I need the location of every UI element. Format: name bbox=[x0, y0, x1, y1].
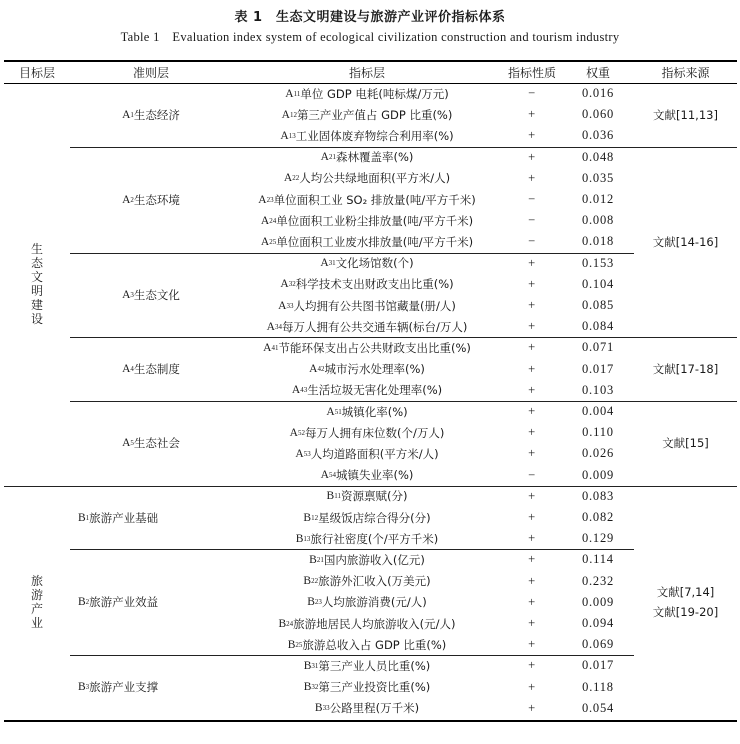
indicator-weight: 0.048 bbox=[581, 149, 615, 164]
indicator-nature: + bbox=[528, 531, 536, 546]
code-subscript: 5 bbox=[130, 439, 134, 448]
code-subscript: 21 bbox=[316, 555, 324, 564]
code-letter: B bbox=[303, 511, 312, 524]
indicator-nature: + bbox=[528, 425, 536, 440]
indicator-name: 单位面积工业废水排放量(吨/平方千米) bbox=[276, 234, 474, 249]
indicator-name: 人均道路面积(平方米/人) bbox=[310, 446, 439, 461]
indicator-weight: 0.232 bbox=[581, 573, 615, 588]
indicator-cell bbox=[232, 253, 502, 274]
indicator-nature: + bbox=[528, 552, 536, 567]
indicator-name: 城镇失业率(%) bbox=[335, 468, 414, 483]
indicator-name: 人均旅游消费(元/人) bbox=[321, 595, 427, 610]
code-letter: A bbox=[280, 129, 289, 142]
code-letter: B bbox=[287, 638, 296, 651]
target-char: 游 bbox=[30, 588, 43, 603]
code-subscript: 23 bbox=[266, 195, 274, 204]
code-letter: A bbox=[278, 299, 287, 312]
indicator-nature: − bbox=[528, 213, 536, 228]
indicator-nature: + bbox=[528, 340, 536, 355]
code-letter: B bbox=[278, 617, 287, 630]
indicator-cell bbox=[232, 210, 502, 231]
indicator-weight: 0.085 bbox=[581, 298, 615, 313]
target-char: 产 bbox=[30, 602, 43, 617]
code-letter: A bbox=[263, 341, 272, 354]
code-letter: A bbox=[326, 405, 335, 418]
target-char: 建 bbox=[30, 298, 43, 313]
table-caption-en: Table 1 Evaluation index system of ecological civilization construction and tourism industry bbox=[120, 30, 620, 44]
indicator-name: 国内旅游收入(亿元) bbox=[323, 552, 425, 567]
source-cell bbox=[634, 147, 737, 338]
indicator-weight: 0.110 bbox=[582, 425, 614, 440]
indicator-name: 工业固体废弃物综合利用率(%) bbox=[295, 128, 454, 143]
indicator-weight: 0.012 bbox=[581, 192, 615, 207]
code-letter: A bbox=[295, 447, 304, 460]
indicator-weight: 0.069 bbox=[581, 637, 615, 652]
indicator-cell bbox=[232, 549, 502, 570]
header-weight: 权重 bbox=[585, 65, 610, 80]
code-subscript: 3 bbox=[85, 683, 90, 692]
code-letter: A bbox=[289, 426, 298, 439]
criterion-name: 生态文化 bbox=[133, 287, 180, 302]
indicator-weight: 0.084 bbox=[581, 319, 615, 334]
indicator-nature: + bbox=[528, 128, 536, 143]
code-letter: A bbox=[320, 469, 329, 482]
indicator-weight: 0.153 bbox=[581, 255, 615, 270]
source-cell bbox=[634, 337, 737, 401]
criterion-name: 旅游产业效益 bbox=[89, 595, 159, 610]
code-subscript: 11 bbox=[293, 89, 301, 98]
code-letter: B bbox=[307, 596, 315, 609]
indicator-cell bbox=[232, 189, 502, 210]
indicator-nature: + bbox=[528, 107, 536, 122]
code-letter: A bbox=[291, 384, 301, 397]
indicator-name: 城镇化率(%) bbox=[341, 404, 408, 419]
code-subscript: 2 bbox=[130, 195, 134, 204]
indicator-weight: 0.036 bbox=[581, 128, 615, 143]
indicator-weight: 0.004 bbox=[581, 404, 615, 419]
indicator-name: 星级饭店综合得分(分) bbox=[318, 510, 431, 525]
code-letter: B bbox=[303, 659, 312, 672]
indicator-nature: + bbox=[528, 170, 536, 185]
target-char: 文 bbox=[30, 270, 43, 285]
code-subscript: 41 bbox=[271, 343, 279, 352]
indicator-name: 文化场馆数(个) bbox=[335, 256, 414, 271]
indicator-weight: 0.094 bbox=[581, 616, 615, 631]
indicator-weight: 0.082 bbox=[581, 510, 615, 525]
criterion-cell bbox=[70, 253, 232, 338]
indicator-name: 第三产业投资比重(%) bbox=[318, 680, 431, 695]
indicator-weight: 0.129 bbox=[581, 531, 615, 546]
code-subscript: 12 bbox=[311, 513, 319, 522]
source-reference: 文献[19-20] bbox=[652, 605, 719, 620]
indicator-weight: 0.118 bbox=[582, 679, 614, 694]
header-criterion: 准则层 bbox=[132, 65, 169, 80]
indicator-weight: 0.016 bbox=[581, 86, 615, 101]
indicator-weight: 0.009 bbox=[581, 594, 615, 609]
code-subscript: 51 bbox=[334, 407, 342, 416]
indicator-nature: + bbox=[528, 404, 536, 419]
criterion-cell bbox=[70, 83, 232, 147]
code-letter: A bbox=[281, 108, 290, 121]
indicator-nature: + bbox=[528, 488, 536, 503]
indicator-nature: + bbox=[528, 446, 536, 461]
indicator-name: 森林覆盖率(%) bbox=[335, 150, 414, 165]
indicator-nature: − bbox=[528, 467, 536, 482]
source-reference: 文献[7,14] bbox=[656, 585, 715, 600]
code-letter: B bbox=[303, 575, 312, 588]
indicator-nature: + bbox=[528, 616, 536, 631]
indicator-name: 旅游外汇收入(万美元) bbox=[318, 574, 431, 589]
indicator-cell bbox=[232, 634, 502, 655]
indicator-weight: 0.104 bbox=[581, 276, 615, 291]
code-letter: A bbox=[122, 363, 131, 376]
code-letter: A bbox=[266, 320, 275, 333]
target-layer bbox=[4, 486, 70, 719]
code-letter: A bbox=[260, 235, 270, 248]
criterion-cell bbox=[70, 549, 232, 655]
code-letter: A bbox=[122, 193, 131, 206]
indicator-cell bbox=[232, 359, 502, 380]
indicator-nature: + bbox=[528, 700, 536, 715]
target-layer bbox=[4, 83, 70, 486]
code-subscript: 34 bbox=[274, 322, 282, 331]
code-subscript: 31 bbox=[311, 661, 319, 670]
header-target: 目标层 bbox=[18, 65, 55, 80]
indicator-name: 单位 GDP 电耗(吨标煤/万元) bbox=[300, 86, 449, 101]
code-letter: A bbox=[320, 257, 329, 270]
criterion-cell bbox=[70, 655, 232, 719]
indicator-name: 人均公共绿地面积(平方米/人) bbox=[299, 171, 451, 186]
indicator-nature: + bbox=[528, 149, 536, 164]
code-subscript: 53 bbox=[303, 449, 311, 458]
indicator-cell bbox=[232, 83, 502, 104]
indicator-nature: − bbox=[528, 234, 536, 249]
code-subscript: 25 bbox=[295, 640, 303, 649]
code-subscript: 2 bbox=[85, 598, 90, 607]
criterion-name: 旅游产业支撑 bbox=[89, 680, 159, 695]
indicator-cell bbox=[232, 168, 502, 189]
indicator-name: 节能环保支出占公共财政支出比重(%) bbox=[278, 340, 471, 355]
source-reference: 文献[14-16] bbox=[652, 234, 719, 249]
code-letter: B bbox=[78, 596, 86, 609]
code-letter: A bbox=[122, 288, 131, 301]
indicator-cell bbox=[232, 125, 502, 146]
indicator-cell bbox=[232, 104, 502, 125]
indicator-cell bbox=[232, 507, 502, 528]
indicator-cell bbox=[232, 613, 502, 634]
indicator-cell bbox=[232, 380, 502, 401]
criterion-name: 生态经济 bbox=[133, 107, 180, 122]
criterion-name: 生态制度 bbox=[133, 362, 180, 377]
code-letter: B bbox=[295, 532, 304, 545]
indicator-weight: 0.103 bbox=[581, 382, 615, 397]
target-char: 设 bbox=[30, 312, 43, 327]
header-nature: 指标性质 bbox=[507, 65, 556, 80]
table-caption-cn: 表 1 生态文明建设与旅游产业评价指标体系 bbox=[234, 10, 506, 25]
indicator-weight: 0.071 bbox=[581, 340, 615, 355]
code-subscript: 13 bbox=[303, 534, 311, 543]
indicator-cell bbox=[232, 528, 502, 549]
indicator-weight: 0.035 bbox=[581, 170, 615, 185]
indicator-nature: + bbox=[528, 658, 536, 673]
indicator-cell bbox=[232, 295, 502, 316]
code-letter: A bbox=[283, 172, 293, 185]
code-letter: B bbox=[78, 511, 86, 524]
indicator-cell bbox=[232, 422, 502, 443]
indicator-cell bbox=[232, 274, 502, 295]
source-reference: 文献[15] bbox=[662, 436, 709, 451]
indicator-weight: 0.017 bbox=[581, 361, 615, 376]
indicator-name: 旅游总收入占 GDP 比重(%) bbox=[302, 637, 447, 652]
code-subscript: 24 bbox=[269, 216, 277, 225]
code-subscript: 33 bbox=[322, 704, 330, 713]
indicator-name: 城市污水处理率(%) bbox=[324, 362, 425, 377]
code-subscript: 24 bbox=[286, 619, 294, 628]
indicator-weight: 0.060 bbox=[581, 107, 615, 122]
criterion-cell bbox=[70, 147, 232, 253]
indicator-weight: 0.009 bbox=[581, 467, 615, 482]
indicator-cell bbox=[232, 337, 502, 358]
indicator-name: 每万人拥有床位数(个/万人) bbox=[304, 425, 445, 440]
indicator-name: 资源禀赋(分) bbox=[340, 489, 408, 504]
target-char: 态 bbox=[30, 256, 43, 271]
bottom-rule bbox=[4, 720, 737, 722]
header-source: 指标来源 bbox=[661, 65, 710, 80]
criterion-cell bbox=[70, 401, 232, 486]
code-letter: B bbox=[303, 681, 312, 694]
code-subscript: 4 bbox=[130, 365, 134, 374]
indicator-nature: + bbox=[528, 594, 536, 609]
code-subscript: 25 bbox=[269, 237, 277, 246]
indicator-cell bbox=[232, 231, 502, 252]
code-letter: B bbox=[78, 681, 86, 694]
criterion-name: 旅游产业基础 bbox=[89, 510, 159, 525]
indicator-name: 第三产业人员比重(%) bbox=[318, 658, 431, 673]
indicator-cell bbox=[232, 571, 502, 592]
indicator-nature: + bbox=[528, 637, 536, 652]
code-subscript: 1 bbox=[85, 513, 90, 522]
indicator-name: 生活垃圾无害化处理率(%) bbox=[307, 383, 443, 398]
indicator-weight: 0.018 bbox=[581, 234, 615, 249]
code-letter: A bbox=[280, 278, 289, 291]
source-separator bbox=[634, 401, 737, 402]
indicator-nature: − bbox=[528, 86, 536, 101]
code-letter: A bbox=[320, 151, 329, 164]
source-separator bbox=[634, 147, 737, 148]
code-subscript: 12 bbox=[289, 110, 297, 119]
indicator-weight: 0.083 bbox=[581, 488, 615, 503]
indicator-weight: 0.114 bbox=[582, 552, 614, 567]
source-cell bbox=[634, 401, 737, 486]
code-subscript: 32 bbox=[311, 683, 319, 692]
indicator-name: 第三产业产值占 GDP 比重(%) bbox=[296, 107, 453, 122]
indicator-nature: − bbox=[528, 192, 536, 207]
source-cell bbox=[634, 486, 737, 719]
indicator-name: 人均拥有公共图书馆藏量(册/人) bbox=[293, 298, 456, 313]
source-separator bbox=[634, 337, 737, 338]
indicator-nature: + bbox=[528, 276, 536, 291]
code-subscript: 42 bbox=[317, 365, 325, 374]
source-reference: 文献[17-18] bbox=[652, 362, 719, 377]
code-subscript: 54 bbox=[328, 471, 336, 480]
code-subscript: 43 bbox=[300, 386, 308, 395]
target-char: 业 bbox=[30, 616, 43, 631]
indicator-name: 旅行社密度(个/平方千米) bbox=[310, 531, 439, 546]
indicator-cell bbox=[232, 316, 502, 337]
indicator-cell bbox=[232, 655, 502, 676]
code-letter: A bbox=[122, 108, 131, 121]
header-indicator: 指标层 bbox=[348, 65, 385, 80]
source-cell bbox=[634, 83, 737, 147]
code-subscript: 3 bbox=[130, 290, 134, 299]
indicator-cell bbox=[232, 698, 502, 719]
indicator-cell bbox=[232, 443, 502, 464]
indicator-name: 单位面积工业粉尘排放量(吨/平方千米) bbox=[276, 213, 474, 228]
target-char: 明 bbox=[30, 284, 43, 299]
code-subscript: 13 bbox=[288, 131, 296, 140]
criterion-name: 生态社会 bbox=[133, 436, 180, 451]
indicator-nature: + bbox=[528, 679, 536, 694]
code-letter: A bbox=[122, 437, 131, 450]
code-letter: A bbox=[309, 363, 318, 376]
indicator-cell bbox=[232, 401, 502, 422]
code-subscript: 32 bbox=[288, 280, 296, 289]
indicator-nature: + bbox=[528, 510, 536, 525]
indicator-cell bbox=[232, 677, 502, 698]
code-letter: B bbox=[326, 490, 335, 503]
code-letter: A bbox=[285, 87, 294, 100]
indicator-cell bbox=[232, 465, 502, 486]
indicator-weight: 0.008 bbox=[581, 213, 615, 228]
indicator-nature: + bbox=[528, 382, 536, 397]
code-letter: B bbox=[314, 702, 323, 715]
code-subscript: 23 bbox=[314, 598, 322, 607]
target-char: 旅 bbox=[30, 574, 43, 589]
indicator-nature: + bbox=[528, 319, 536, 334]
indicator-name: 旅游地居民人均旅游收入(元/人) bbox=[293, 616, 456, 631]
indicator-weight: 0.054 bbox=[581, 700, 615, 715]
criterion-name: 生态环境 bbox=[133, 192, 180, 207]
code-subscript: 22 bbox=[311, 577, 319, 586]
indicator-name: 科学技术支出财政支出比重(%) bbox=[295, 277, 454, 292]
indicator-weight: 0.017 bbox=[581, 658, 615, 673]
criterion-cell bbox=[70, 337, 232, 401]
indicator-nature: + bbox=[528, 361, 536, 376]
code-letter: B bbox=[309, 553, 317, 566]
indicator-cell bbox=[232, 486, 502, 507]
indicator-nature: + bbox=[528, 298, 536, 313]
code-subscript: 1 bbox=[130, 110, 134, 119]
code-subscript: 33 bbox=[286, 301, 294, 310]
code-subscript: 22 bbox=[292, 174, 300, 183]
indicator-name: 单位面积工业 SO₂ 排放量(吨/平方千米) bbox=[273, 192, 476, 207]
code-subscript: 21 bbox=[328, 153, 336, 162]
indicator-weight: 0.026 bbox=[581, 446, 615, 461]
indicator-name: 公路里程(万千米) bbox=[329, 701, 420, 716]
source-reference: 文献[11,13] bbox=[653, 107, 718, 122]
code-subscript: 31 bbox=[328, 259, 336, 268]
indicator-cell bbox=[232, 147, 502, 168]
indicator-nature: + bbox=[528, 573, 536, 588]
indicator-nature: + bbox=[528, 255, 536, 270]
code-subscript: 52 bbox=[297, 428, 305, 437]
criterion-cell bbox=[70, 486, 232, 550]
code-letter: A bbox=[258, 193, 267, 206]
code-letter: A bbox=[260, 214, 270, 227]
indicator-cell bbox=[232, 592, 502, 613]
indicator-name: 每万人拥有公共交通车辆(标台/万人) bbox=[281, 319, 468, 334]
target-char: 生 bbox=[30, 242, 43, 257]
code-subscript: 11 bbox=[334, 492, 341, 501]
